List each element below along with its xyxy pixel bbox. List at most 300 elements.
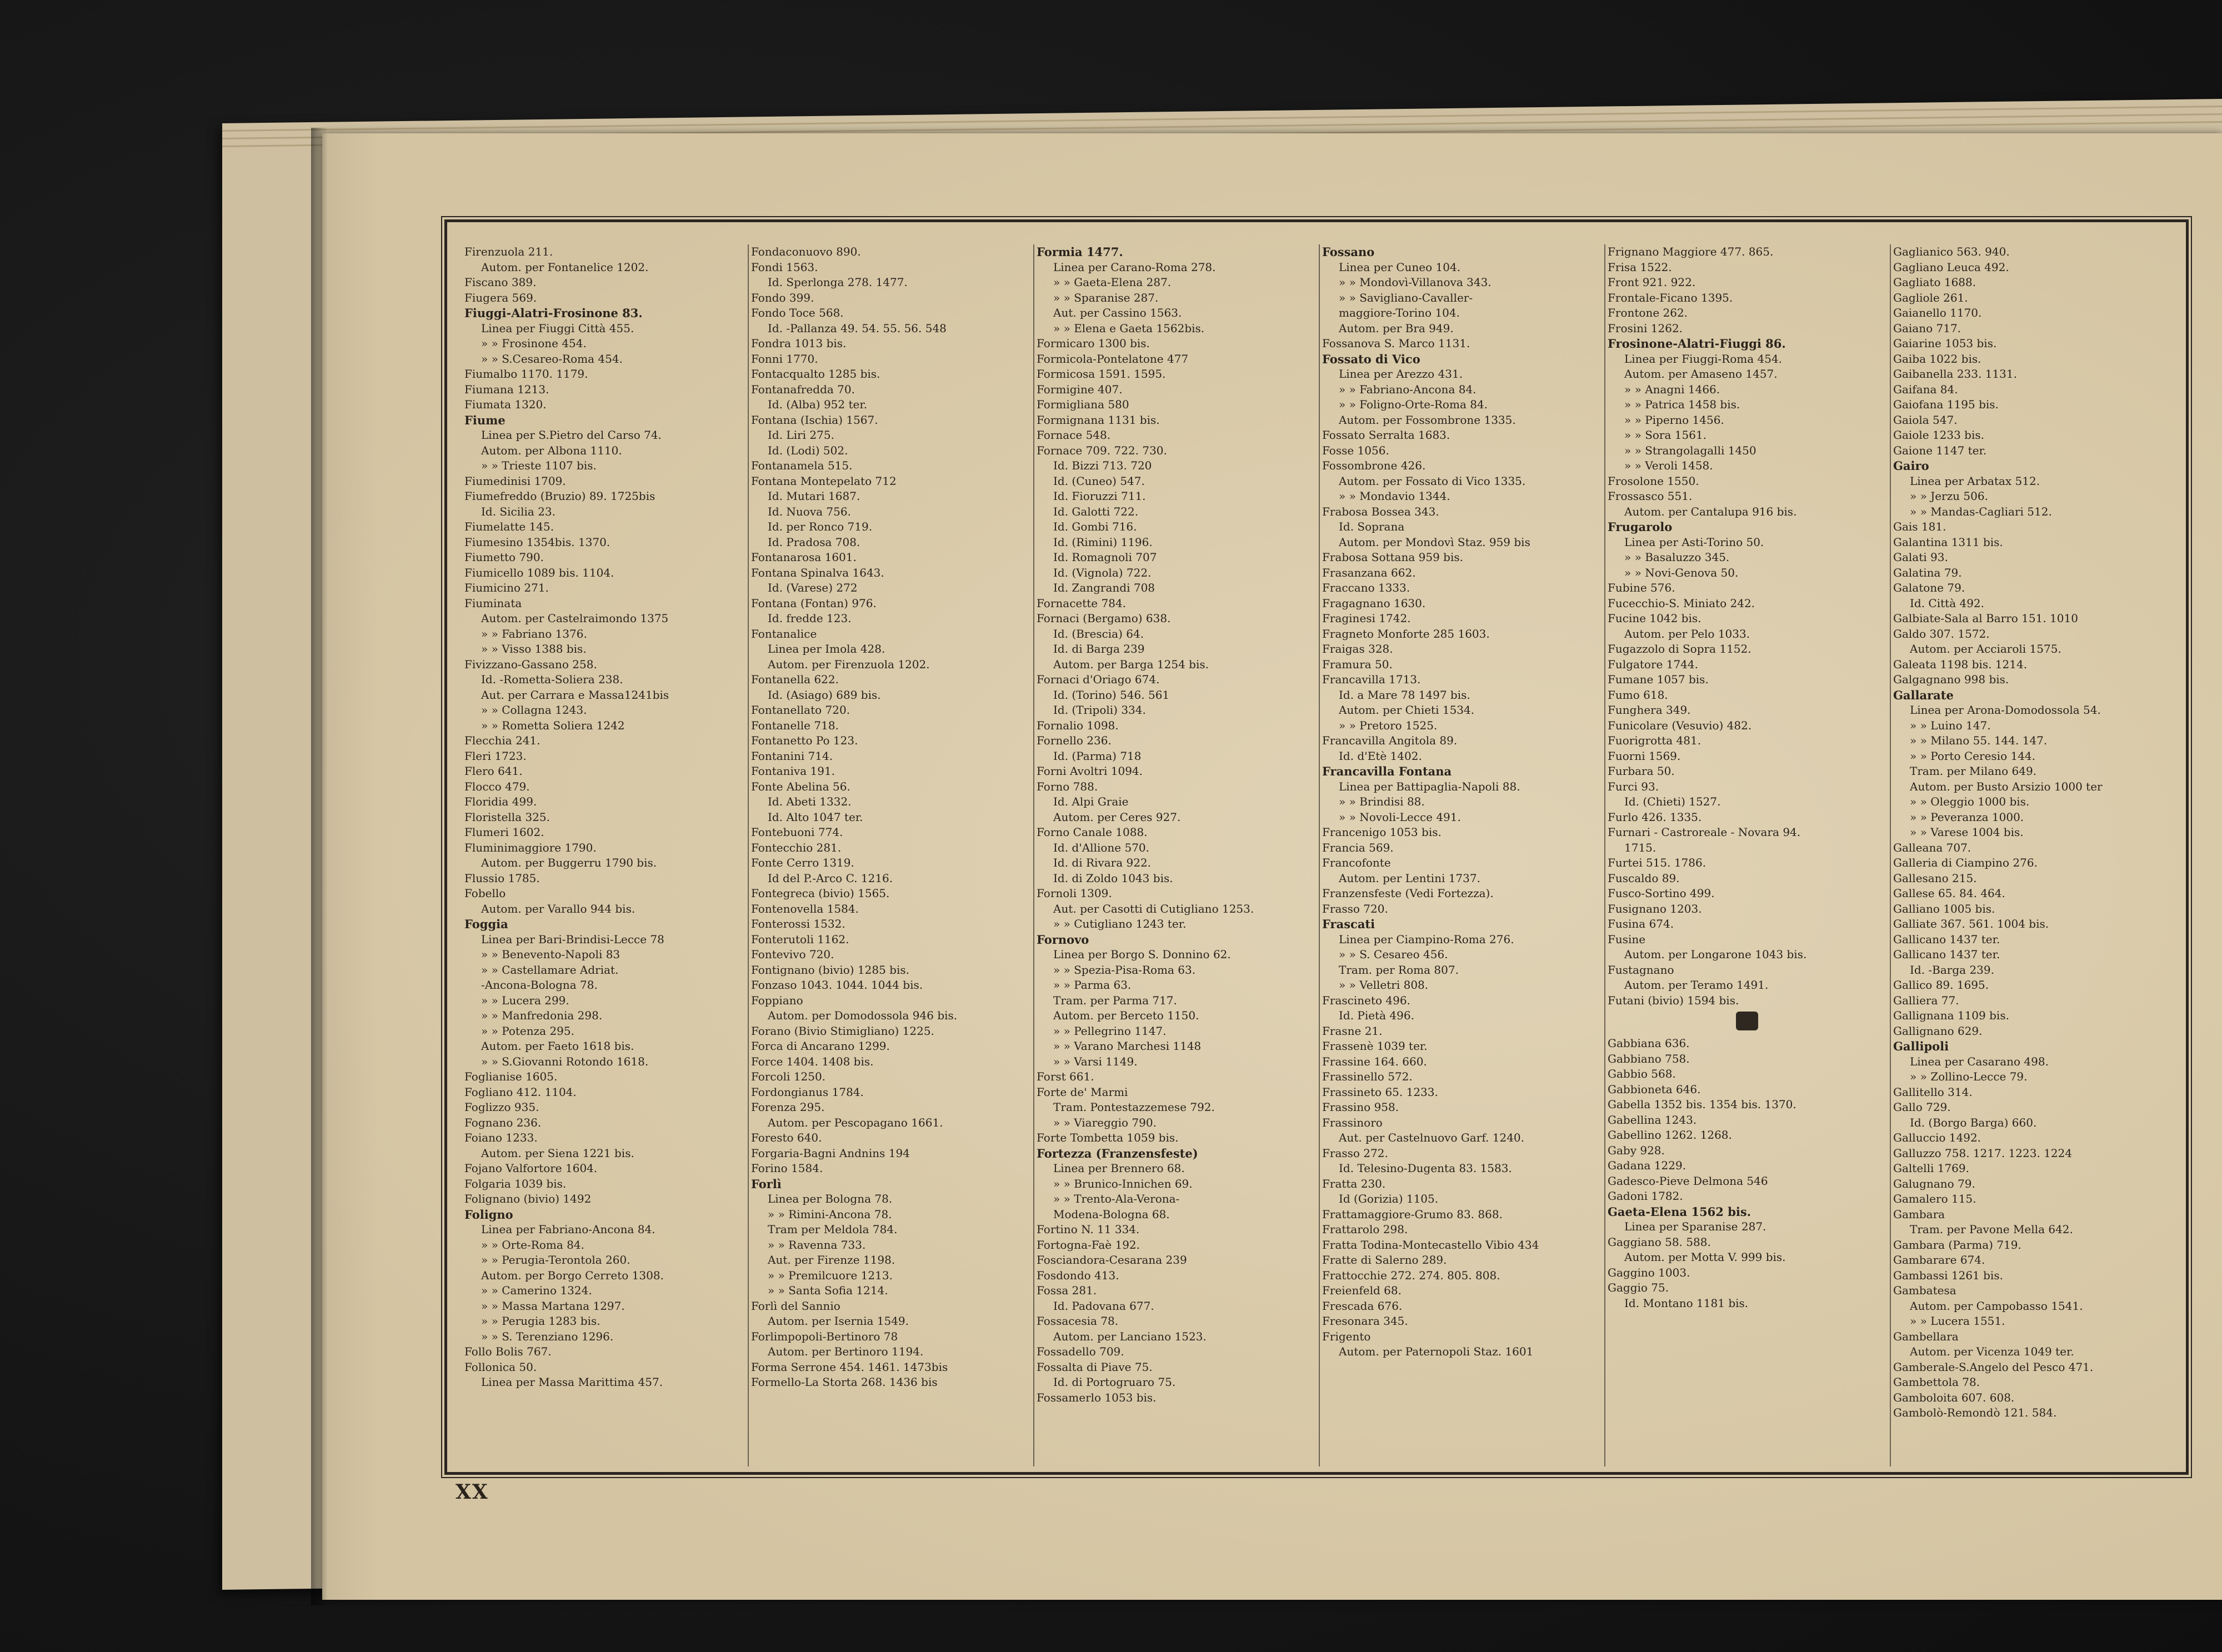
index-entry: Id. -Rometta-Soliera 238. — [481, 673, 623, 686]
index-entry: Fognano 236. — [464, 1115, 542, 1129]
index-entry: Fiuminata — [464, 596, 522, 610]
index-entry: » » Rometta Soliera 1242 — [481, 718, 625, 732]
index-entry: Gadana 1229. — [1608, 1159, 1686, 1172]
index-entry: Fusignano 1203. — [1608, 902, 1702, 915]
index-entry: » » Trieste 1107 bis. — [481, 459, 597, 472]
index-entry: » » Savigliano-Cavaller- — [1339, 291, 1473, 304]
index-entry: Galantina 1311 bis. — [1893, 535, 2003, 549]
index-entry: Gabbio 568. — [1608, 1067, 1676, 1080]
index-entry: Fossato Serralta 1683. — [1322, 428, 1450, 442]
index-entry: Galliano 1005 bis. — [1893, 902, 1995, 915]
index-entry: Fivizzano-Gassano 258. — [464, 657, 597, 671]
index-entry: Floristella 325. — [464, 810, 551, 824]
index-entry: » » Velletri 808. — [1339, 978, 1429, 992]
index-entry: Fossadello 709. — [1037, 1345, 1124, 1358]
index-entry: Fiumicino 271. — [464, 581, 549, 594]
index-entry: » » Novoli-Lecce 491. — [1339, 810, 1461, 824]
index-entry: Fondo 399. — [751, 291, 814, 304]
index-entry: Frassine 164. 660. — [1322, 1054, 1427, 1068]
index-entry: Flocco 479. — [464, 779, 530, 793]
index-entry: Id. Pietà 496. — [1339, 1009, 1414, 1022]
index-entry: Linea per Brennero 68. — [1053, 1162, 1185, 1175]
index-entry: » » Foligno-Orte-Roma 84. — [1339, 398, 1488, 411]
index-entry: Fiugera 569. — [464, 291, 537, 304]
index-entry: Id. (Cuneo) 547. — [1053, 474, 1145, 488]
index-entry: Id. -Pallanza 49. 54. 55. 56. 548 — [768, 321, 947, 335]
index-entry: Autom. per Teramo 1491. — [1624, 978, 1769, 992]
index-entry: Frascineto 496. — [1322, 993, 1410, 1007]
index-entry: Frassinoro — [1322, 1115, 1383, 1129]
index-entry: Gamalero 115. — [1893, 1192, 1976, 1205]
index-entry: » » Luino 147. — [1910, 718, 1991, 732]
index-entry: Furlo 426. 1335. — [1608, 810, 1702, 824]
index-entry: Id. di Zoldo 1043 bis. — [1053, 871, 1173, 885]
index-entry: Fonterutoli 1162. — [751, 932, 849, 946]
index-entry: Fontanellato 720. — [751, 703, 850, 717]
index-entry: Fortino N. 11 334. — [1037, 1223, 1140, 1236]
index-column — [1604, 244, 1890, 1466]
index-entry: Fluminimaggiore 1790. — [464, 840, 597, 854]
index-entry: Gadesco-Pieve Delmona 546 — [1608, 1174, 1768, 1188]
index-entry: Id. (Vignola) 722. — [1053, 565, 1152, 579]
index-entry: Autom. per Bertinoro 1194. — [768, 1345, 924, 1358]
index-entry: Id. (Alba) 952 ter. — [768, 398, 868, 411]
index-entry: Gabellino 1262. 1268. — [1608, 1128, 1732, 1142]
index-entry: Id. (Parma) 718 — [1053, 749, 1142, 763]
index-entry: » » Varsi 1149. — [1053, 1054, 1138, 1068]
index-column — [1319, 244, 1604, 1466]
index-entry: Galleria di Ciampino 276. — [1893, 856, 2038, 869]
index-entry: Flecchia 241. — [464, 734, 541, 747]
index-entry: Fiumalbo 1170. 1179. — [464, 367, 588, 381]
index-entry: Id. Galotti 722. — [1053, 504, 1139, 518]
index-entry: Gabbiano 758. — [1608, 1052, 1690, 1065]
index-entry: Id. Nuova 756. — [768, 504, 851, 518]
index-entry: Gaiofana 1195 bis. — [1893, 398, 1999, 411]
index-entry: Id. Padovana 677. — [1053, 1299, 1154, 1313]
index-column — [462, 244, 748, 1466]
index-entry: » » Benevento-Napoli 83 — [481, 948, 620, 961]
index-entry: Autom. per Fossombrone 1335. — [1339, 413, 1516, 427]
index-entry: Gambatesa — [1893, 1284, 1956, 1297]
index-entry: Gallicano 1437 ter. — [1893, 932, 2000, 946]
index-heading: Forlì — [751, 1177, 782, 1191]
index-entry: Autom. per Mondovì Staz. 959 bis — [1339, 535, 1530, 549]
index-entry: Frattocchie 272. 274. 805. 808. — [1322, 1268, 1500, 1282]
index-entry: Tram. per Parma 717. — [1053, 993, 1177, 1007]
index-entry: Id (Gorizia) 1105. — [1339, 1192, 1439, 1205]
index-entry: » » Santa Sofia 1214. — [768, 1284, 888, 1297]
index-entry: Gambolò-Remondò 121. 584. — [1893, 1406, 2057, 1419]
index-entry: Flumeri 1602. — [464, 825, 544, 839]
index-entry: Autom. per Barga 1254 bis. — [1053, 657, 1209, 671]
index-entry: 1715. — [1624, 840, 1657, 854]
index-entry: Autom. per Vicenza 1049 ter. — [1910, 1345, 2074, 1358]
index-entry: Fornaci d'Oriago 674. — [1037, 673, 1160, 686]
index-entry: Aut. per Casotti di Cutigliano 1253. — [1053, 902, 1254, 915]
index-entry: Fontana (Ischia) 1567. — [751, 413, 878, 427]
index-entry: Id. Romagnoli 707 — [1053, 550, 1157, 564]
index-entry: Frattarolo 298. — [1322, 1223, 1408, 1236]
index-entry: » » Gaeta-Elena 287. — [1053, 276, 1172, 289]
index-entry: Fiumicello 1089 bis. 1104. — [464, 565, 614, 579]
index-entry: Fucecchio-S. Miniato 242. — [1608, 596, 1755, 610]
index-entry: Francavilla 1713. — [1322, 673, 1421, 686]
index-entry: Gaggino 1003. — [1608, 1265, 1690, 1279]
index-entry: Autom. per Amaseno 1457. — [1624, 367, 1778, 381]
index-entry: Fobello — [464, 887, 506, 900]
index-entry: Framura 50. — [1322, 657, 1393, 671]
index-entry: Gaglianico 563. 940. — [1893, 245, 2010, 258]
index-entry: Frasne 21. — [1322, 1024, 1383, 1038]
index-entry: Fustagnano — [1608, 963, 1674, 977]
index-entry: Furbara 50. — [1608, 764, 1675, 778]
index-heading: Fortezza (Franzensfeste) — [1037, 1146, 1198, 1160]
index-entry: Linea per Ciampino-Roma 276. — [1339, 932, 1514, 946]
index-entry: Frassineto 65. 1233. — [1322, 1085, 1438, 1099]
index-entry: Frosini 1262. — [1608, 321, 1683, 335]
index-entry: Id. Soprana — [1339, 520, 1405, 533]
index-entry: Freienfeld 68. — [1322, 1284, 1402, 1297]
index-entry: Linea per Bologna 78. — [768, 1192, 893, 1205]
index-entry: » » Basaluzzo 345. — [1624, 550, 1730, 564]
index-entry: » » Piperno 1456. — [1624, 413, 1724, 427]
index-entry: Frassinello 572. — [1322, 1070, 1413, 1083]
index-entry: Frossasco 551. — [1608, 489, 1693, 503]
index-entry: Gambarare 674. — [1893, 1253, 1985, 1266]
index-column — [748, 244, 1033, 1466]
index-entry: Gambettola 78. — [1893, 1375, 1980, 1389]
index-entry: Firenzuola 211. — [464, 245, 553, 258]
index-entry: Flero 641. — [464, 764, 523, 778]
index-entry: Follo Bolis 767. — [464, 1345, 552, 1358]
index-entry: Formigine 407. — [1037, 382, 1123, 396]
index-entry: Foppiano — [751, 993, 803, 1007]
index-entry: Folgaria 1039 bis. — [464, 1177, 567, 1190]
index-entry: Fondi 1563. — [751, 260, 818, 274]
index-entry: Gallesano 215. — [1893, 871, 1977, 885]
index-entry: » » Brindisi 88. — [1339, 795, 1425, 808]
index-entry: Forma Serrone 454. 1461. 1473bis — [751, 1360, 948, 1374]
index-entry: Aut. per Cassino 1563. — [1053, 306, 1182, 319]
index-heading: Fornovo — [1037, 932, 1089, 947]
index-entry: Aut. per Castelnuovo Garf. 1240. — [1339, 1131, 1525, 1144]
index-entry: Id. (Brescia) 64. — [1053, 627, 1144, 640]
index-entry: Frignano Maggiore 477. 865. — [1608, 245, 1774, 258]
index-entry: » » Elena e Gaeta 1562bis. — [1053, 321, 1205, 335]
index-entry: Gaione 1147 ter. — [1893, 443, 1987, 457]
index-entry: Galleana 707. — [1893, 840, 1971, 854]
index-entry: Gallignano 629. — [1893, 1024, 1983, 1038]
index-entry: » » Potenza 295. — [481, 1024, 574, 1038]
index-entry: Autom. per Firenzuola 1202. — [768, 657, 930, 671]
index-entry: » » Cutigliano 1243 ter. — [1053, 917, 1187, 930]
index-entry: Forte de' Marmi — [1037, 1085, 1128, 1099]
index-entry: Fontebuoni 774. — [751, 825, 843, 839]
index-entry: Id. Città 492. — [1910, 596, 1985, 610]
index-entry: Fiumesino 1354bis. 1370. — [464, 535, 610, 549]
page-fold-shadow — [311, 128, 328, 1605]
index-entry: Funicolare (Vesuvio) 482. — [1608, 718, 1752, 732]
index-entry: Frisa 1522. — [1608, 260, 1672, 274]
index-entry: Id. Montano 1181 bis. — [1624, 1296, 1749, 1310]
index-entry: Autom. per Campobasso 1541. — [1910, 1299, 2083, 1313]
index-entry: Id. Pradosa 708. — [768, 535, 860, 549]
index-entry: Furtei 515. 1786. — [1608, 856, 1706, 869]
index-entry: Frassino 958. — [1322, 1100, 1399, 1114]
index-entry: Fossamerlo 1053 bis. — [1037, 1390, 1157, 1404]
index-entry: Id. (Varese) 272 — [768, 581, 858, 594]
index-entry: Forcoli 1250. — [751, 1070, 826, 1083]
index-entry: Galtelli 1769. — [1893, 1162, 1969, 1175]
index-entry: Formicosa 1591. 1595. — [1037, 367, 1166, 381]
index-entry: Id. per Ronco 719. — [768, 520, 873, 533]
index-entry: Frigento — [1322, 1329, 1371, 1343]
index-entry: Forte Tombetta 1059 bis. — [1037, 1131, 1179, 1144]
index-entry: Id. Liri 275. — [768, 428, 834, 442]
index-entry: Furnari - Castroreale - Novara 94. — [1608, 825, 1801, 839]
index-entry: Gallico 89. 1695. — [1893, 978, 1989, 992]
index-entry: » » Pellegrino 1147. — [1053, 1024, 1167, 1038]
index-entry: Id. Alpi Graie — [1053, 795, 1129, 808]
index-entry: Frattamaggiore-Grumo 83. 868. — [1322, 1207, 1503, 1221]
index-entry: Autom. per Faeto 1618 bis. — [481, 1039, 634, 1053]
index-entry: » » Spezia-Pisa-Roma 63. — [1053, 963, 1196, 977]
index-entry: Fontanalice — [751, 627, 817, 640]
index-entry: Fonte Abelina 56. — [751, 779, 850, 793]
index-entry: Autom. per Siena 1221 bis. — [481, 1146, 634, 1160]
index-entry: » » Premilcuore 1213. — [768, 1268, 893, 1282]
index-entry: -Ancona-Bologna 78. — [481, 978, 598, 992]
index-heading: Fossato di Vico — [1322, 352, 1420, 366]
index-entry: Gabbiana 636. — [1608, 1037, 1690, 1050]
index-entry: » » S. Terenziano 1296. — [481, 1329, 614, 1343]
index-entry: Autom. per Chieti 1534. — [1339, 703, 1475, 717]
page-number: XX — [456, 1480, 489, 1504]
index-entry: Gaiano 717. — [1893, 321, 1961, 335]
index-entry: » » Perugia 1283 bis. — [481, 1314, 600, 1328]
index-entry: Id. di Portogruaro 75. — [1053, 1375, 1176, 1389]
index-entry: Fiumefreddo (Bruzio) 89. 1725bis — [464, 489, 655, 503]
index-entry: Frasso 720. — [1322, 902, 1388, 915]
index-entry: Gambara — [1893, 1207, 1945, 1221]
index-entry: Id. di Rivara 922. — [1053, 856, 1152, 869]
index-heading: Gallarate — [1893, 688, 1954, 702]
index-entry: Forca di Ancarano 1299. — [751, 1039, 890, 1053]
index-entry: Fiumetto 790. — [464, 550, 544, 564]
index-entry: » » Jerzu 506. — [1910, 489, 1988, 503]
index-entry: Id. (Tripoli) 334. — [1053, 703, 1146, 717]
index-entry: Fusina 674. — [1608, 917, 1674, 930]
index-entry: » » S.Cesareo-Roma 454. — [481, 352, 623, 366]
index-entry: Foiano 1233. — [464, 1131, 538, 1144]
index-entry: Fornello 236. — [1037, 734, 1112, 747]
index-entry: » » Sora 1561. — [1624, 428, 1707, 442]
index-entry: Fratta 230. — [1322, 1177, 1386, 1190]
index-entry: » » Lucera 1551. — [1910, 1314, 2005, 1328]
index-entry: Fulgatore 1744. — [1608, 657, 1698, 671]
index-entry: Id. di Barga 239 — [1053, 642, 1145, 655]
section-letter-mark — [1736, 1012, 1758, 1030]
index-entry: » » Fabriano 1376. — [481, 627, 587, 640]
index-entry: » » Mandas-Cagliari 512. — [1910, 504, 2052, 518]
index-entry: Fossacesia 78. — [1037, 1314, 1119, 1328]
index-entry: » » Perugia-Terontola 260. — [481, 1253, 630, 1266]
index-entry: Fratta Todina-Montecastello Vibio 434 — [1322, 1238, 1539, 1251]
index-entry: » » Ravenna 733. — [768, 1238, 866, 1251]
index-entry: Linea per Massa Marittima 457. — [481, 1375, 663, 1389]
index-entry: » » Patrica 1458 bis. — [1624, 398, 1740, 411]
index-entry: Forenza 295. — [751, 1100, 825, 1114]
index-entry: Fossalta di Piave 75. — [1037, 1360, 1153, 1374]
index-entry: Linea per Arona-Domodossola 54. — [1910, 703, 2101, 717]
index-entry: Fontignano (bivio) 1285 bis. — [751, 963, 909, 977]
index-entry: Linea per Battipaglia-Napoli 88. — [1339, 779, 1520, 793]
index-entry: » » Visso 1388 bis. — [481, 642, 587, 655]
index-heading: Francavilla Fontana — [1322, 764, 1452, 778]
index-entry: Id. Zangrandi 708 — [1053, 581, 1155, 594]
index-entry: Fojano Valfortore 1604. — [464, 1162, 598, 1175]
index-entry: Galluccio 1492. — [1893, 1131, 1981, 1144]
index-entry: Fontanetto Po 123. — [751, 734, 858, 747]
index-heading: Gaeta-Elena 1562 bis. — [1608, 1204, 1751, 1219]
index-entry: Gabbioneta 646. — [1608, 1082, 1701, 1096]
index-entry: Linea per Sparanise 287. — [1624, 1220, 1766, 1233]
index-entry: Galbiate-Sala al Barro 151. 1010 — [1893, 612, 2078, 625]
index-entry: Gabellina 1243. — [1608, 1113, 1697, 1127]
index-entry: Autom. per Cantalupa 916 bis. — [1624, 504, 1797, 518]
index-entry: » » Lucera 299. — [481, 993, 569, 1007]
index-entry: Gambara (Parma) 719. — [1893, 1238, 2021, 1251]
index-entry: » » Novi-Genova 50. — [1624, 565, 1739, 579]
index-entry: Autom. per Isernia 1549. — [768, 1314, 909, 1328]
index-entry: Frabosa Bossea 343. — [1322, 504, 1439, 518]
index-entry: Frassenè 1039 ter. — [1322, 1039, 1428, 1053]
index-entry: Id. Telesino-Dugenta 83. 1583. — [1339, 1162, 1512, 1175]
index-entry: Francenigo 1053 bis. — [1322, 825, 1442, 839]
index-entry: Forno 788. — [1037, 779, 1098, 793]
index-entry: » » Sparanise 287. — [1053, 291, 1159, 304]
index-entry: Fiumedinisi 1709. — [464, 474, 566, 488]
index-entry: Id. (Rimini) 1196. — [1053, 535, 1153, 549]
index-entry: Fusine — [1608, 932, 1646, 946]
index-entry: Fontaniva 191. — [751, 764, 835, 778]
index-entry: Galdo 307. 1572. — [1893, 627, 1990, 640]
index-heading: Formia 1477. — [1037, 245, 1123, 259]
index-entry: Gaianello 1170. — [1893, 306, 1982, 319]
index-entry: Id. (Torino) 546. 561 — [1053, 688, 1170, 702]
index-entry: Funghera 349. — [1608, 703, 1691, 717]
index-entry: Francia 569. — [1322, 840, 1394, 854]
index-entry: Fiumana 1213. — [464, 382, 549, 396]
index-entry: Id. (Borgo Barga) 660. — [1910, 1115, 2037, 1129]
index-entry: Aut. per Firenze 1198. — [768, 1253, 895, 1266]
index-entry: Gagliato 1688. — [1893, 276, 1976, 289]
index-entry: Id. Gombi 716. — [1053, 520, 1137, 533]
index-entry: Fontegreca (bivio) 1565. — [751, 887, 890, 900]
index-entry: Gaibanella 233. 1131. — [1893, 367, 2017, 381]
index-entry: Gallicano 1437 ter. — [1893, 948, 2000, 961]
index-entry: Fucine 1042 bis. — [1608, 612, 1701, 625]
index-entry: » » Pretoro 1525. — [1339, 718, 1438, 732]
index-entry: Force 1404. 1408 bis. — [751, 1054, 874, 1068]
index-entry: Gabella 1352 bis. 1354 bis. 1370. — [1608, 1098, 1796, 1111]
index-entry: maggiore-Torino 104. — [1339, 306, 1460, 319]
index-entry: Tram. per Roma 807. — [1339, 963, 1459, 977]
index-entry: Forst 661. — [1037, 1070, 1094, 1083]
index-entry: Francavilla Angitola 89. — [1322, 734, 1458, 747]
index-entry: Gamberale-S.Angelo del Pesco 471. — [1893, 1360, 2094, 1374]
index-entry: Linea per Fiuggi Città 455. — [481, 321, 634, 335]
index-entry: » » Oleggio 1000 bis. — [1910, 795, 2030, 808]
index-entry: Fontana Montepelato 712 — [751, 474, 897, 488]
index-entry: Formignana 1131 bis. — [1037, 413, 1160, 427]
index-entry: Galugnano 79. — [1893, 1177, 1975, 1190]
index-entry: Fragneto Monforte 285 1603. — [1322, 627, 1490, 640]
index-entry: Gagliole 261. — [1893, 291, 1968, 304]
index-entry: Futani (bivio) 1594 bis. — [1608, 993, 1739, 1007]
index-entry: Tram per Meldola 784. — [768, 1223, 898, 1236]
index-entry: Id. -Barga 239. — [1910, 963, 1994, 977]
index-entry: Id del P.-Arco C. 1216. — [768, 871, 893, 885]
index-entry: Frosolone 1550. — [1608, 474, 1699, 488]
index-entry: Fragagnano 1630. — [1322, 596, 1426, 610]
index-entry: Fontanarosa 1601. — [751, 550, 857, 564]
index-entry: Gaifana 84. — [1893, 382, 1958, 396]
index-entry: Fleri 1723. — [464, 749, 527, 763]
index-entry: Fontanafredda 70. — [751, 382, 855, 396]
index-entry: Fiscano 389. — [464, 276, 537, 289]
index-entry: Autom. per Albona 1110. — [481, 443, 622, 457]
index-entry: Autom. per Buggerru 1790 bis. — [481, 856, 657, 869]
index-entry: Modena-Bologna 68. — [1053, 1207, 1170, 1221]
index-entry: Galliera 77. — [1893, 993, 1959, 1007]
index-entry: Forgaria-Bagni Andnins 194 — [751, 1146, 910, 1160]
index-entry: Fuorigrotta 481. — [1608, 734, 1701, 747]
index-entry: Tram. per Pavone Mella 642. — [1910, 1223, 2073, 1236]
index-entry: » » Manfredonia 298. — [481, 1009, 603, 1022]
index-entry: Gallese 65. 84. 464. — [1893, 887, 2005, 900]
index-entry: » » Varano Marchesi 1148 — [1053, 1039, 1202, 1053]
index-entry: Fontanini 714. — [751, 749, 833, 763]
index-entry: » » S. Cesareo 456. — [1339, 948, 1448, 961]
index-entry: Fontana Spinalva 1643. — [751, 565, 884, 579]
index-entry: Galatone 79. — [1893, 581, 1965, 594]
index-entry: Gadoni 1782. — [1608, 1189, 1683, 1203]
index-entry: Fusco-Sortino 499. — [1608, 887, 1715, 900]
index-entry: Gallitello 314. — [1893, 1085, 1973, 1099]
index-entry: Frescada 676. — [1322, 1299, 1403, 1313]
index-entry: Autom. per Borgo Cerreto 1308. — [481, 1268, 664, 1282]
index-entry: Id. (Asiago) 689 bis. — [768, 688, 881, 702]
index-heading: Gallipoli — [1893, 1039, 1949, 1053]
index-entry: Forano (Bivio Stimigliano) 1225. — [751, 1024, 934, 1038]
index-entry: Autom. per Varallo 944 bis. — [481, 902, 635, 915]
index-entry: Fornaci (Bergamo) 638. — [1037, 612, 1171, 625]
index-entry: Autom. per Bra 949. — [1339, 321, 1454, 335]
index-entry: Gaiole 1233 bis. — [1893, 428, 1985, 442]
index-entry: Fonte Cerro 1319. — [751, 856, 854, 869]
index-entry: Formello-La Storta 268. 1436 bis — [751, 1375, 938, 1389]
index-entry: Aut. per Carrara e Massa1241bis — [481, 688, 669, 702]
index-entry: Folignano (bivio) 1492 — [464, 1192, 592, 1205]
index-entry: Forino 1584. — [751, 1162, 823, 1175]
index-entry: » » Orte-Roma 84. — [481, 1238, 584, 1251]
index-entry: Linea per Bari-Brindisi-Lecce 78 — [481, 932, 664, 946]
index-columns — [462, 244, 2184, 1466]
index-entry: Formicola-Pontelatone 477 — [1037, 352, 1189, 366]
index-entry: Floridia 499. — [464, 795, 537, 808]
